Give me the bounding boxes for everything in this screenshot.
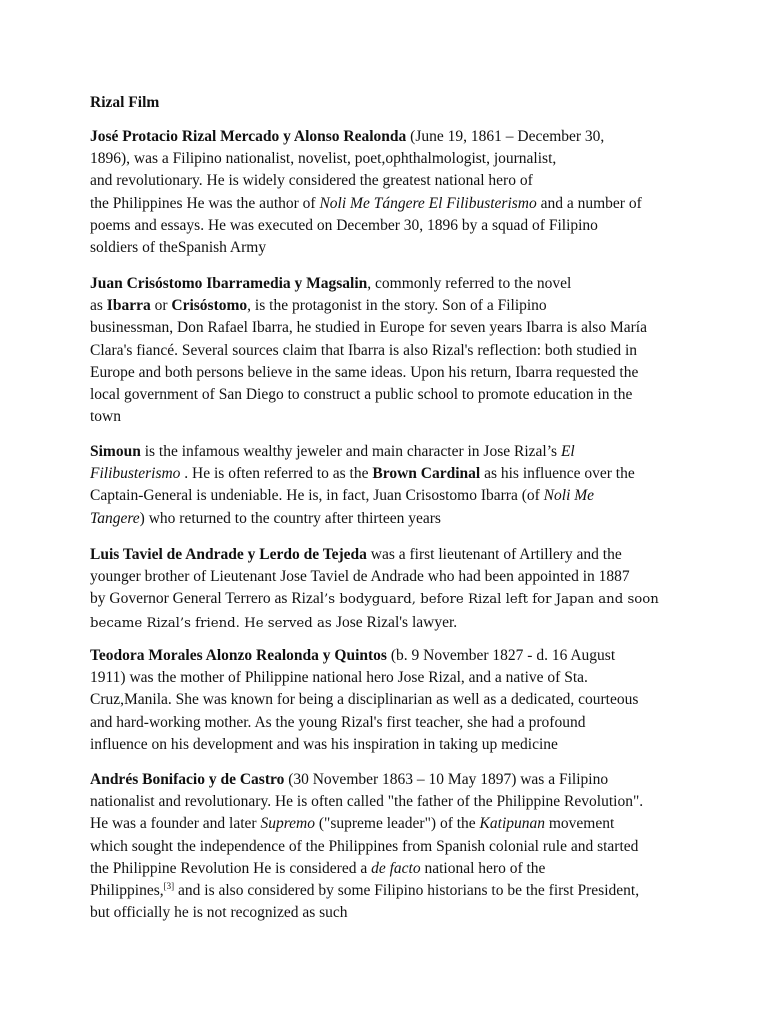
text-line <box>90 612 690 635</box>
text-line <box>90 508 690 530</box>
text-line <box>90 813 690 835</box>
book-title: Noli Me <box>543 487 595 505</box>
text-line: younger brother of Lieutenant Jose Taviel de Andrade who had been appointed in 1887 <box>90 568 630 586</box>
text-run: the Philippine Revolution He is considered a <box>90 859 372 877</box>
text-run: is the infamous wealthy jeweler and main character in Jose Rizal’s <box>140 443 561 460</box>
italic-term: Katipunan <box>479 815 545 833</box>
person-name: Teodora Morales Alonzo Realonda y Quintos <box>90 647 387 664</box>
text-run: was a first lieutenant of Artillery and the <box>366 546 622 563</box>
text-line: town <box>90 408 121 426</box>
text-line <box>90 645 690 667</box>
text-line <box>90 544 690 566</box>
book-title: Filibusterismo <box>90 465 181 483</box>
book-titles: Noli Me Tángere El Filibusterismo <box>319 194 537 212</box>
text-run: (June 19, 1861 – December 30, <box>406 128 605 145</box>
text-run: as <box>90 297 107 315</box>
paragraph-bonifacio <box>90 769 690 924</box>
person-name: Juan Crisóstomo Ibarramedia y Magsalin <box>90 275 368 292</box>
text-run: and is also considered by some Filipino historians to be the first President, <box>174 882 640 900</box>
text-line <box>90 485 690 507</box>
text-line: but officially he is not recognized as such <box>90 904 348 922</box>
text-run: the Philippines He was the author of <box>90 194 320 212</box>
citation-marker: [3] <box>163 881 175 892</box>
text-line: businessman, Don Rafael Ibarra, he studied in Europe for seven years Ibarra is also María <box>90 319 647 337</box>
text-run: , is the protagonist in the story. Son of a Filipino <box>247 297 547 315</box>
person-name: Simoun <box>90 443 141 460</box>
text-line <box>90 769 690 791</box>
text-run: . He is often referred to as the <box>180 465 373 483</box>
text-run: Philippines, <box>90 882 164 900</box>
text-line <box>90 126 690 148</box>
text-run: as his influence over the <box>480 465 635 483</box>
text-run: ("supreme leader") of the <box>314 815 480 833</box>
text-run: (b. 9 November 1827 - d. 16 August <box>386 647 616 664</box>
text-run: national hero of the <box>420 859 546 877</box>
text-line: and hard-working mother. As the young Rizal's first teacher, she had a profound <box>90 713 586 731</box>
text-run: He was a founder and later <box>90 815 261 833</box>
text-line <box>90 193 690 215</box>
text-run: or <box>150 297 172 315</box>
text-line: which sought the independence of the Philippines from Spanish colonial rule and started <box>90 837 639 855</box>
person-name: José Protacio Rizal Mercado y Alonso Realonda <box>90 128 407 145</box>
paragraph-teodora <box>90 645 690 756</box>
text-line: nationalist and revolutionary. He is often called "the father of the Philippine Revolution". <box>90 793 644 811</box>
text-line <box>90 273 690 295</box>
text-run: became Rizal’s friend. He served as <box>90 615 336 631</box>
text-run: ’s bodyguard, before Rizal left for Japan and soon <box>324 592 659 608</box>
text-run: Jose Rizal's lawyer. <box>335 613 458 631</box>
alias-name: Crisóstomo <box>171 297 248 315</box>
italic-term: de facto <box>371 859 421 877</box>
text-run: and a number of <box>536 194 642 212</box>
text-run: , commonly referred to the novel <box>367 275 572 292</box>
text-line <box>90 880 690 902</box>
text-line <box>90 441 690 463</box>
paragraph-simoun <box>90 441 690 530</box>
text-line: Cruz,Manila. She was known for being a disciplinarian as well as a dedicated, courteous <box>90 691 639 709</box>
paragraph-andrade <box>90 544 690 635</box>
book-title: El <box>560 443 575 460</box>
text-run: Captain-General is undeniable. He is, in fact, Juan Crisostomo Ibarra (of <box>90 487 544 505</box>
paragraph-rizal <box>90 126 690 259</box>
text-run: movement <box>545 815 615 833</box>
text-line: soldiers of theSpanish Army <box>90 239 267 257</box>
document-title: Rizal Film <box>90 94 160 111</box>
italic-term: Supremo <box>260 815 315 833</box>
text-line: Clara's fiancé. Several sources claim that Ibarra is also Rizal's reflection: both studied in <box>90 341 638 359</box>
text-line: local government of San Diego to construct a public school to promote education in the <box>90 386 633 404</box>
text-line: and revolutionary. He is widely considered the greatest national hero of <box>90 172 533 190</box>
text-line: influence on his development and was his inspiration in taking up medicine <box>90 735 558 753</box>
text-line: poems and essays. He was executed on December 30, 1896 by a squad of Filipino <box>90 216 598 234</box>
person-name: Andrés Bonifacio y de Castro <box>90 771 285 788</box>
paragraph-ibarra <box>90 273 690 428</box>
text-line: 1896), was a Filipino nationalist, novelist, poet,ophthalmologist, journalist, <box>90 150 557 168</box>
alias-name: Brown Cardinal <box>372 465 481 483</box>
text-line <box>90 588 690 611</box>
text-line <box>90 295 690 317</box>
text-line: Europe and both persons believe in the same ideas. Upon his return, Ibarra requested the <box>90 363 639 381</box>
alias-name: Ibarra <box>106 297 151 315</box>
person-name: Luis Taviel de Andrade y Lerdo de Tejeda <box>90 546 367 563</box>
text-line <box>90 858 690 880</box>
text-run: ) who returned to the country after thirteen years <box>139 509 441 527</box>
text-line: 1911) was the mother of Philippine national hero Jose Rizal, and a native of Sta. <box>90 669 588 687</box>
book-title: Tangere <box>90 509 140 527</box>
text-run: (30 November 1863 – 10 May 1897) was a Filipino <box>284 771 609 788</box>
text-line <box>90 463 690 485</box>
text-run: by Governor General Terrero as Rizal <box>90 590 325 608</box>
